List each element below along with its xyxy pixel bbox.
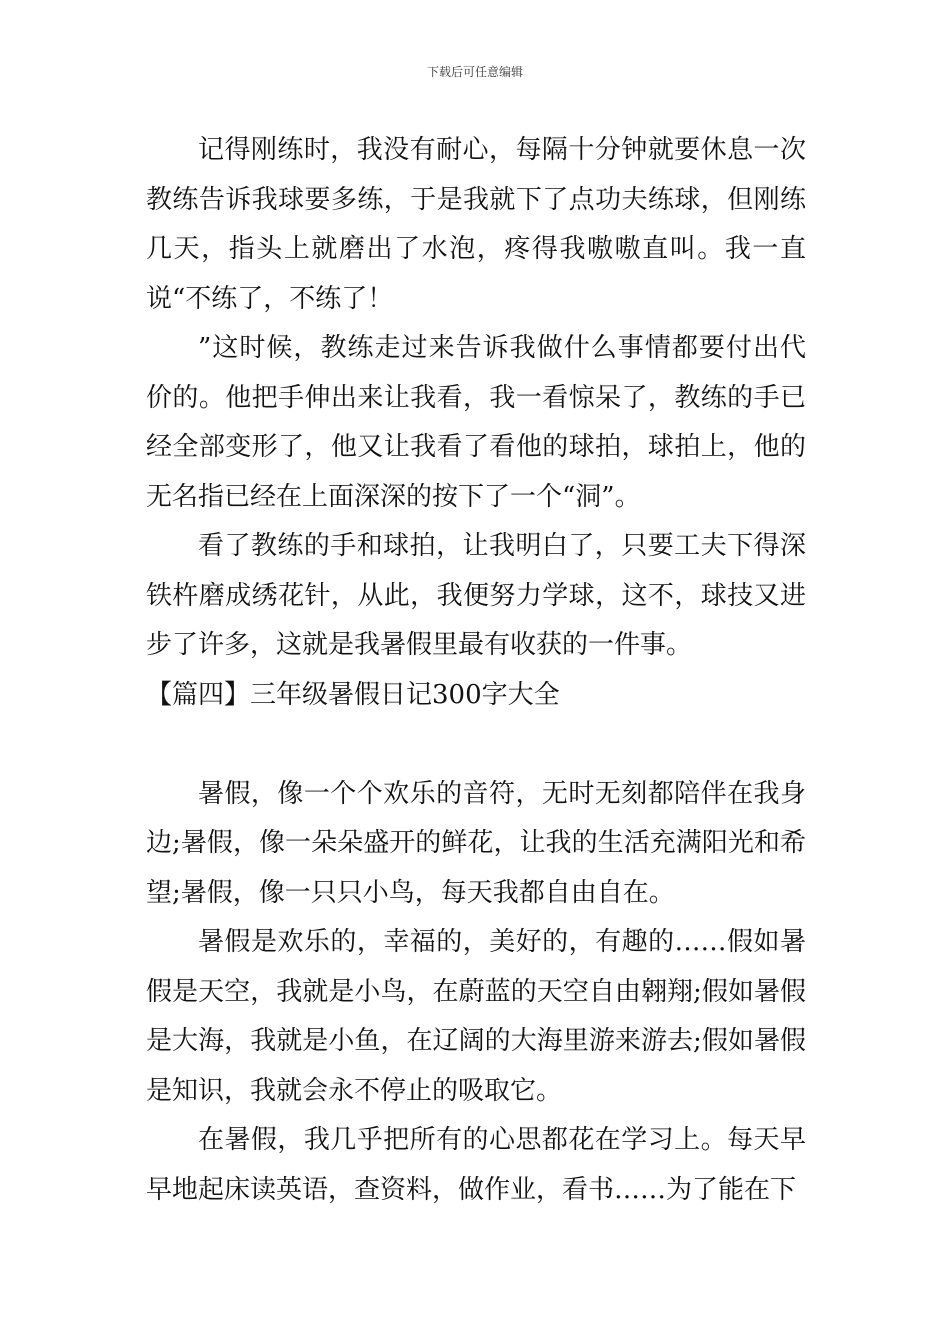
paragraph-summer-study: 在暑假，我几乎把所有的心思都花在学习上。每天早早地起床读英语，查资料，做作业，看书……为了能在下 [146, 1125, 806, 1205]
section-heading: 【篇四】三年级暑假日记300字大全 [146, 679, 560, 710]
paragraph-coach-hands: ”这时候，教练走过来告诉我做什么事情都要付出代价的。他把手伸出来让我看，我一看惊呆了，教练的手已经全部变形了，他又让我看了看他的球拍，球拍上，他的无名指已经在上面深深的按下了一个“洞”。 [146, 333, 806, 512]
document-body [146, 126, 806, 1215]
header-note: 下载后可任意编辑 [426, 65, 523, 79]
paragraph-summer-metaphor: 暑假，像一个个欢乐的音符，无时无刻都陪伴在我身边;暑假，像一朵朵盛开的鲜花，让我的生活充满阳光和希望;暑假，像一只只小鸟，每天我都自由自在。 [146, 778, 806, 908]
paragraph-summer-sky-sea: 暑假是欢乐的，幸福的，美好的，有趣的……假如暑假是天空，我就是小鸟，在蔚蓝的天空自由翱翔;假如暑假是大海，我就是小鱼，在辽阔的大海里游来游去;假如暑假是知识，我就会永不停止的吸取它。 [146, 927, 806, 1106]
blank-line [146, 720, 806, 770]
paragraph-lesson-learned: 看了教练的手和球拍，让我明白了，只要工夫下得深铁杵磨成绣花针，从此，我便努力学球，这不，球技又进步了许多，这就是我暑假里最有收获的一件事。 [146, 531, 806, 660]
paragraph-practice-start: 记得刚练时，我没有耐心，每隔十分钟就要休息一次教练告诉我球要多练，于是我就下了点功夫练球，但刚练几天，指头上就磨出了水泡，疼得我嗷嗷直叫。我一直说“不练了，不练了！ [146, 135, 806, 314]
